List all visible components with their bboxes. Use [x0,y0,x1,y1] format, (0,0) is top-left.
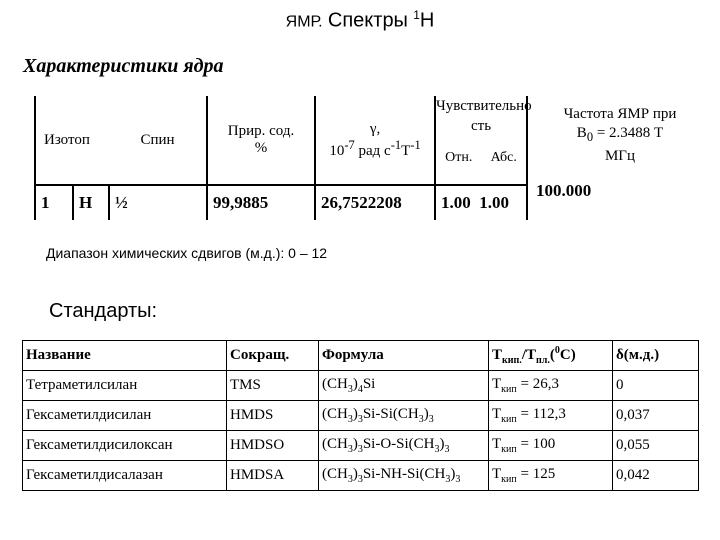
cell-delta: 0,055 [613,431,699,461]
table-row [23,371,699,401]
header-frequency-line2 [536,124,704,147]
cell-delta: 0,042 [613,461,699,491]
field-subscript: 0 [586,130,594,144]
t-sub-boil: кип. [502,355,522,366]
t-symbol: T [492,347,503,363]
nucleus-table [34,96,532,220]
gamma-exp: -7 [344,137,355,152]
header-isotope: Изотоп [35,96,109,185]
cell-delta: 0,037 [613,401,699,431]
header-frequency [536,105,704,166]
cell-formula: $(CH_3)_3Si-O-Si(CH_3)_3$ [319,431,489,461]
header-gamma-line1: γ, [369,120,381,137]
title-main: Спектры [327,9,408,32]
t-sub-melt: пл. [536,355,550,366]
header-abundance [207,96,315,185]
header-abundance-line2: % [254,140,268,156]
header-spin: Спин [109,96,207,185]
standards-table [22,340,699,491]
cell-formula: $(CH_3)_3Si-NH-Si(CH_3)_3$ [319,461,489,491]
header-sensitivity [435,96,532,185]
gamma-base: 10 [329,142,345,159]
header-sens-relative: Отн. [445,150,473,165]
header-sensitivity-label: Чувствительно сть [436,98,532,134]
header-sensitivity-sub [436,150,526,166]
shift-range-text: Диапазон химических сдвигов (м.д.): 0 – 12 [46,245,328,261]
header-gamma-line2 [316,138,434,160]
cell-temperature: $T_{кип} = 26,3$ [489,371,613,401]
gamma-exp2: -1 [390,137,402,152]
t-unit: C) [559,347,576,363]
header-temperature [489,341,613,371]
gamma-unit: рад с [354,142,391,159]
title-prefix: ЯМР. [285,13,323,31]
cell-frequency: 100.000 [536,181,592,200]
cell-formula: $(CH_3)_4Si$ [319,371,489,401]
cell-temperature: $T_{кип} = 125$ [489,461,613,491]
header-gamma [315,96,435,185]
cell-mass: 1 [35,185,73,220]
t-degree: 0 [554,345,560,356]
table-row [23,431,699,461]
section-title-standards: Стандарты: [49,300,158,322]
cell-name: Тетраметилсилан [23,371,227,401]
header-abbr: Сокращ. [227,341,319,371]
page-title [0,8,720,32]
cell-name: Гексаметилдисилан [23,401,227,431]
header-formula: Формула [319,341,489,371]
cell-abbr: HMDS [227,401,319,431]
cell-delta: 0 [613,371,699,401]
t-slash: /T [521,347,536,363]
cell-name: Гексаметилдисалазан [23,461,227,491]
title-superscript: 1 [413,8,420,22]
field-symbol: B [576,125,587,141]
gamma-exp3: -1 [410,137,421,152]
cell-abbr: TMS [227,371,319,401]
cell-element: H [73,185,109,220]
cell-abbr: HMDSO [227,431,319,461]
t-paren: ( [549,347,555,363]
cell-temperature: $T_{кип} = 100$ [489,431,613,461]
cell-sensitivity [435,185,527,220]
header-name: Название [23,341,227,371]
header-frequency-line1: Частота ЯМР при [563,106,677,122]
header-delta: δ(м.д.) [613,341,699,371]
header-abundance-line1: Прир. сод. [227,123,295,139]
cell-temperature: $T_{кип} = 112,3$ [489,401,613,431]
cell-abbr: HMDSA [227,461,319,491]
cell-spin: ½ [109,185,207,220]
cell-name: Гексаметилдисилоксан [23,431,227,461]
table-row [23,401,699,431]
header-sens-absolute: Абс. [490,150,517,165]
table-row [23,461,699,491]
section-title-nucleus: Характеристики ядра [23,55,224,77]
cell-abundance: 99,9885 [207,185,315,220]
cell-formula: $(CH_3)_3Si-Si(CH_3)_3$ [319,401,489,431]
field-value: = 2.3488 Т [593,125,664,141]
cell-gamma: 26,7522208 [315,185,435,220]
cell-sens-relative: 1.00 [441,193,471,212]
standards-body [23,371,699,491]
cell-sens-absolute: 1.00 [479,193,510,212]
header-frequency-unit: МГц [604,148,636,164]
gamma-unit2: Т [401,142,411,159]
title-element: H [419,9,435,32]
standards-header-row [23,341,699,371]
